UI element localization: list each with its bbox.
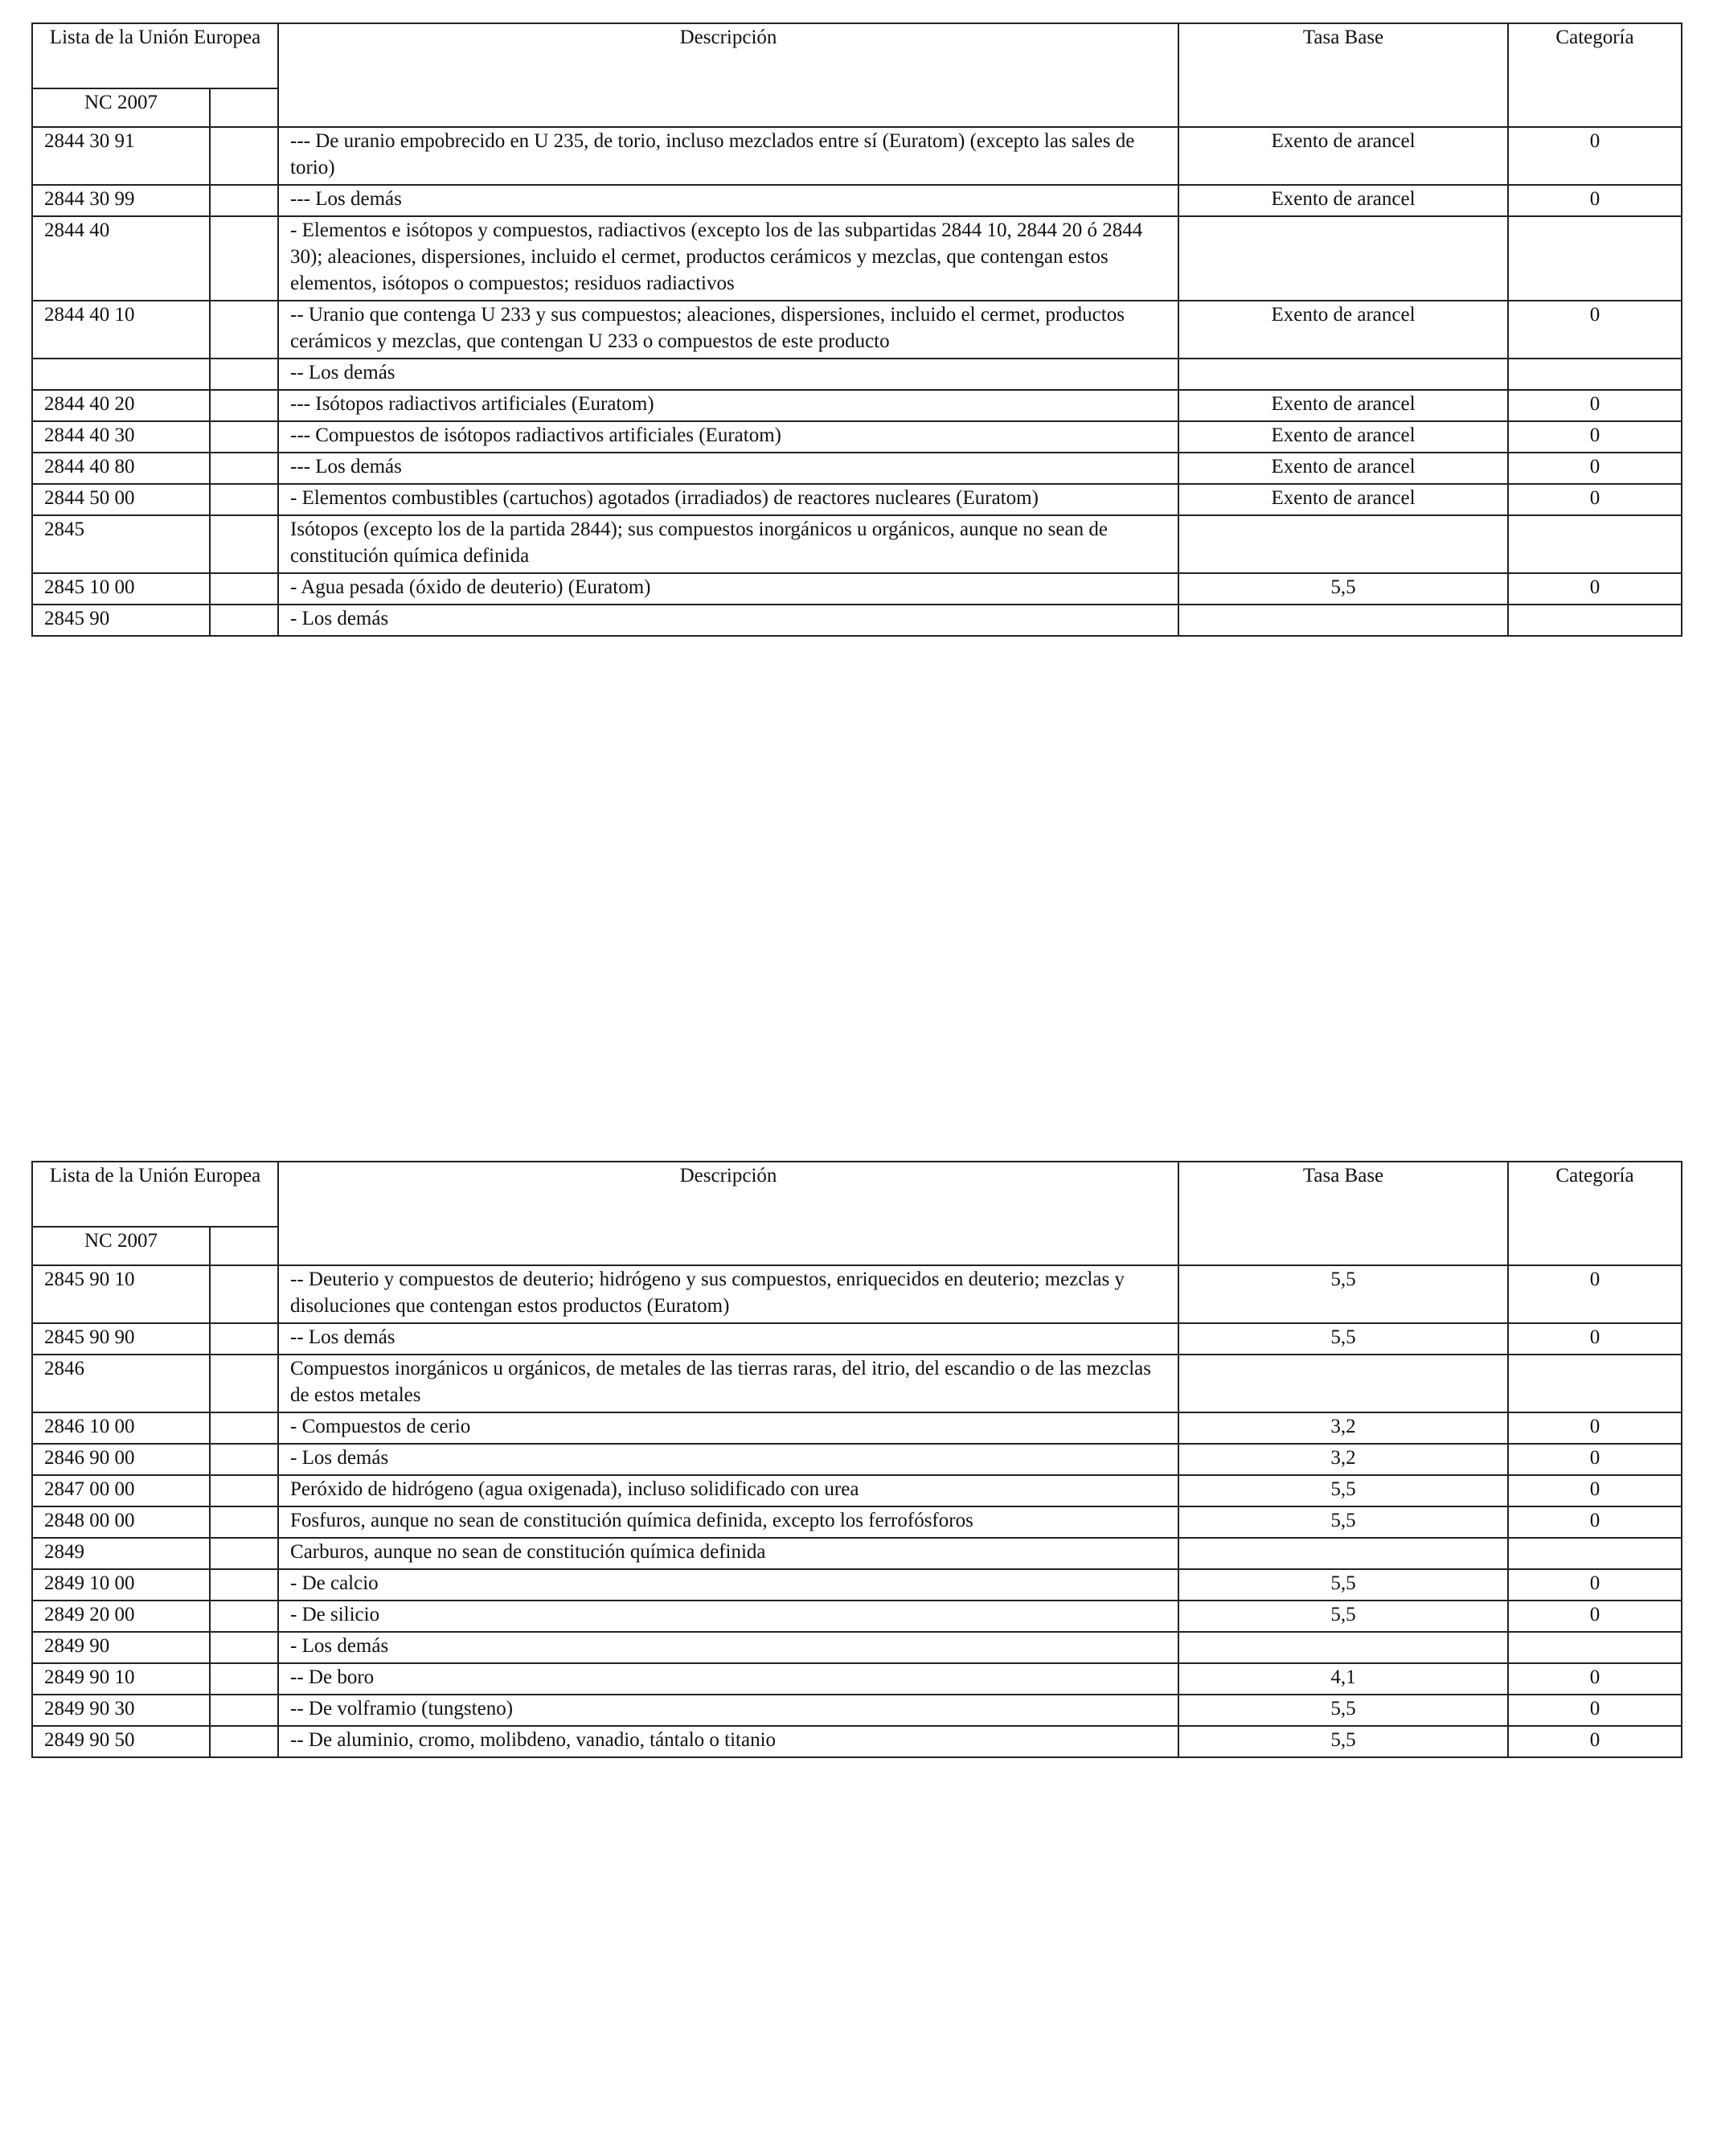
categoria-cell: 0 [1508, 390, 1682, 421]
nc-code-cell: 2844 50 00 [32, 484, 210, 515]
categoria-cell: 0 [1508, 1412, 1682, 1444]
blank-cell [210, 1695, 278, 1726]
nc-code-cell: 2849 90 30 [32, 1695, 210, 1726]
table-row [32, 301, 1682, 359]
blank-cell [210, 1323, 278, 1355]
header-descripcion: Descripción [278, 1162, 1178, 1265]
blank-cell [210, 390, 278, 421]
table-row [32, 1265, 1682, 1323]
nc-code-cell: 2844 40 [32, 216, 210, 301]
categoria-cell: 0 [1508, 1444, 1682, 1475]
tasa-base-cell: 5,5 [1178, 1506, 1508, 1538]
tasa-base-cell: 5,5 [1178, 1265, 1508, 1323]
description-cell: Peróxido de hidrógeno (agua oxigenada), incluso solidificado con urea [278, 1475, 1178, 1506]
tasa-base-cell: Exento de arancel [1178, 185, 1508, 216]
description-cell: - Elementos combustibles (cartuchos) agotados (irradiados) de reactores nucleares (Euratom) [278, 484, 1178, 515]
tasa-base-cell [1178, 515, 1508, 573]
table-row [32, 1412, 1682, 1444]
nc-code-cell: 2846 90 00 [32, 1444, 210, 1475]
nc-code-cell: 2844 40 20 [32, 390, 210, 421]
blank-cell [210, 1355, 278, 1412]
table-row [32, 185, 1682, 216]
table-row [32, 127, 1682, 185]
tasa-base-cell: 5,5 [1178, 573, 1508, 605]
categoria-cell: 0 [1508, 421, 1682, 453]
tasa-base-cell: Exento de arancel [1178, 484, 1508, 515]
blank-cell [210, 1444, 278, 1475]
nc-code-cell: 2845 10 00 [32, 573, 210, 605]
table-row [32, 1506, 1682, 1538]
nc-code-cell: 2844 40 80 [32, 453, 210, 484]
nc-code-cell: 2844 40 10 [32, 301, 210, 359]
categoria-cell: 0 [1508, 1265, 1682, 1323]
tasa-base-cell: 4,1 [1178, 1663, 1508, 1695]
table-row [32, 1475, 1682, 1506]
nc-code-cell: 2849 90 [32, 1632, 210, 1663]
header-tasa-base: Tasa Base [1178, 23, 1508, 127]
blank-cell [210, 1632, 278, 1663]
header-nc-2007: NC 2007 [32, 1227, 210, 1265]
table-row [32, 216, 1682, 301]
blank-cell [210, 185, 278, 216]
tasa-base-cell [1178, 1538, 1508, 1569]
blank-cell [210, 1265, 278, 1323]
description-cell: Carburos, aunque no sean de constitución química definida [278, 1538, 1178, 1569]
categoria-cell: 0 [1508, 573, 1682, 605]
table-row [32, 1355, 1682, 1412]
categoria-cell: 0 [1508, 127, 1682, 185]
description-cell: --- Los demás [278, 185, 1178, 216]
tasa-base-cell: 3,2 [1178, 1412, 1508, 1444]
tasa-base-cell [1178, 359, 1508, 390]
tasa-base-cell [1178, 1355, 1508, 1412]
categoria-cell [1508, 216, 1682, 301]
description-cell: Isótopos (excepto los de la partida 2844); sus compuestos inorgánicos u orgánicos, aunque no sean de constitución química definida [278, 515, 1178, 573]
description-cell: - Compuestos de cerio [278, 1412, 1178, 1444]
nc-code-cell [32, 359, 210, 390]
tasa-base-cell: 5,5 [1178, 1569, 1508, 1601]
tasa-base-cell: 3,2 [1178, 1444, 1508, 1475]
nc-code-cell: 2849 20 00 [32, 1601, 210, 1632]
categoria-cell: 0 [1508, 1695, 1682, 1726]
categoria-cell: 0 [1508, 484, 1682, 515]
description-cell: - Los demás [278, 605, 1178, 636]
blank-cell [210, 127, 278, 185]
nc-code-cell: 2844 30 99 [32, 185, 210, 216]
categoria-cell: 0 [1508, 185, 1682, 216]
header-nc-2007: NC 2007 [32, 88, 210, 127]
categoria-cell: 0 [1508, 453, 1682, 484]
nc-code-cell: 2844 40 30 [32, 421, 210, 453]
header-blank-cell [210, 88, 278, 127]
tasa-base-cell: 5,5 [1178, 1475, 1508, 1506]
blank-cell [210, 301, 278, 359]
tasa-base-cell: Exento de arancel [1178, 390, 1508, 421]
description-cell: - Elementos e isótopos y compuestos, radiactivos (excepto los de las subpartidas 2844 10, 2844 20 ó 2844 30); aleaciones, dispersiones, incluido el cermet, productos cerámicos y mezclas, que contengan estos elementos, isótopos o compuestos; residuos radiactivos [278, 216, 1178, 301]
table-row [32, 484, 1682, 515]
tariff-table-1 [31, 23, 1682, 637]
table-row [32, 1726, 1682, 1757]
description-cell: - Agua pesada (óxido de deuterio) (Euratom) [278, 573, 1178, 605]
description-cell: - De silicio [278, 1601, 1178, 1632]
description-cell: -- Uranio que contenga U 233 y sus compuestos; aleaciones, dispersiones, incluido el cermet, productos cerámicos y mezclas, que contengan U 233 o compuestos de este producto [278, 301, 1178, 359]
blank-cell [210, 605, 278, 636]
description-cell: -- Los demás [278, 359, 1178, 390]
description-cell: -- De boro [278, 1663, 1178, 1695]
categoria-cell [1508, 515, 1682, 573]
categoria-cell: 0 [1508, 1726, 1682, 1757]
table-row [32, 573, 1682, 605]
description-cell: - Los demás [278, 1632, 1178, 1663]
nc-code-cell: 2849 90 50 [32, 1726, 210, 1757]
blank-cell [210, 515, 278, 573]
blank-cell [210, 359, 278, 390]
table-row [32, 359, 1682, 390]
nc-code-cell: 2845 90 10 [32, 1265, 210, 1323]
nc-code-cell: 2846 [32, 1355, 210, 1412]
header-blank-cell [210, 1227, 278, 1265]
tasa-base-cell [1178, 605, 1508, 636]
table-body-2 [32, 1265, 1682, 1757]
nc-code-cell: 2845 [32, 515, 210, 573]
description-cell: Compuestos inorgánicos u orgánicos, de metales de las tierras raras, del itrio, del escandio o de las mezclas de estos metales [278, 1355, 1178, 1412]
nc-code-cell: 2848 00 00 [32, 1506, 210, 1538]
description-cell: - Los demás [278, 1444, 1178, 1475]
tariff-table-2 [31, 1161, 1682, 1758]
tasa-base-cell [1178, 1632, 1508, 1663]
table-row [32, 1538, 1682, 1569]
tasa-base-cell: Exento de arancel [1178, 301, 1508, 359]
blank-cell [210, 1601, 278, 1632]
blank-cell [210, 1475, 278, 1506]
blank-cell [210, 484, 278, 515]
table-row [32, 605, 1682, 636]
categoria-cell [1508, 605, 1682, 636]
tasa-base-cell: Exento de arancel [1178, 127, 1508, 185]
categoria-cell: 0 [1508, 1569, 1682, 1601]
nc-code-cell: 2849 90 10 [32, 1663, 210, 1695]
categoria-cell [1508, 1355, 1682, 1412]
table-row [32, 1663, 1682, 1695]
blank-cell [210, 1726, 278, 1757]
header-lista-ue: Lista de la Unión Europea [32, 1162, 278, 1227]
tasa-base-cell: 5,5 [1178, 1726, 1508, 1757]
description-cell: --- Isótopos radiactivos artificiales (Euratom) [278, 390, 1178, 421]
header-lista-ue: Lista de la Unión Europea [32, 23, 278, 88]
description-cell: - De calcio [278, 1569, 1178, 1601]
categoria-cell: 0 [1508, 301, 1682, 359]
nc-code-cell: 2847 00 00 [32, 1475, 210, 1506]
table-row [32, 421, 1682, 453]
table-row [32, 515, 1682, 573]
nc-code-cell: 2845 90 [32, 605, 210, 636]
nc-code-cell: 2844 30 91 [32, 127, 210, 185]
categoria-cell [1508, 1632, 1682, 1663]
table-body-1 [32, 127, 1682, 636]
description-cell: --- Compuestos de isótopos radiactivos artificiales (Euratom) [278, 421, 1178, 453]
description-cell: -- De volframio (tungsteno) [278, 1695, 1178, 1726]
nc-code-cell: 2849 10 00 [32, 1569, 210, 1601]
blank-cell [210, 1538, 278, 1569]
description-cell: --- Los demás [278, 453, 1178, 484]
blank-cell [210, 1506, 278, 1538]
blank-cell [210, 1569, 278, 1601]
blank-cell [210, 216, 278, 301]
header-categoria: Categoría [1508, 23, 1682, 127]
description-cell: Fosfuros, aunque no sean de constitución química definida, excepto los ferrofósforos [278, 1506, 1178, 1538]
header-tasa-base: Tasa Base [1178, 1162, 1508, 1265]
table-row [32, 1695, 1682, 1726]
tasa-base-cell: Exento de arancel [1178, 421, 1508, 453]
blank-cell [210, 1412, 278, 1444]
table-row [32, 1444, 1682, 1475]
tasa-base-cell: Exento de arancel [1178, 453, 1508, 484]
categoria-cell: 0 [1508, 1323, 1682, 1355]
table-row [32, 1569, 1682, 1601]
description-cell: --- De uranio empobrecido en U 235, de torio, incluso mezclados entre sí (Euratom) (excepto las sales de torio) [278, 127, 1178, 185]
categoria-cell [1508, 1538, 1682, 1569]
categoria-cell: 0 [1508, 1506, 1682, 1538]
description-cell: -- Deuterio y compuestos de deuterio; hidrógeno y sus compuestos, enriquecidos en deuterio; mezclas y disoluciones que contengan estos productos (Euratom) [278, 1265, 1178, 1323]
tasa-base-cell: 5,5 [1178, 1695, 1508, 1726]
blank-cell [210, 1663, 278, 1695]
nc-code-cell: 2849 [32, 1538, 210, 1569]
header-categoria: Categoría [1508, 1162, 1682, 1265]
table-row [32, 1323, 1682, 1355]
categoria-cell: 0 [1508, 1475, 1682, 1506]
header-descripcion: Descripción [278, 23, 1178, 127]
blank-cell [210, 421, 278, 453]
tasa-base-cell [1178, 216, 1508, 301]
description-cell: -- Los demás [278, 1323, 1178, 1355]
table-row [32, 1632, 1682, 1663]
categoria-cell [1508, 359, 1682, 390]
categoria-cell: 0 [1508, 1601, 1682, 1632]
categoria-cell: 0 [1508, 1663, 1682, 1695]
blank-cell [210, 573, 278, 605]
tasa-base-cell: 5,5 [1178, 1601, 1508, 1632]
description-cell: -- De aluminio, cromo, molibdeno, vanadio, tántalo o titanio [278, 1726, 1178, 1757]
table-row [32, 390, 1682, 421]
nc-code-cell: 2846 10 00 [32, 1412, 210, 1444]
table-row [32, 453, 1682, 484]
blank-cell [210, 453, 278, 484]
tasa-base-cell: 5,5 [1178, 1323, 1508, 1355]
nc-code-cell: 2845 90 90 [32, 1323, 210, 1355]
table-row [32, 1601, 1682, 1632]
